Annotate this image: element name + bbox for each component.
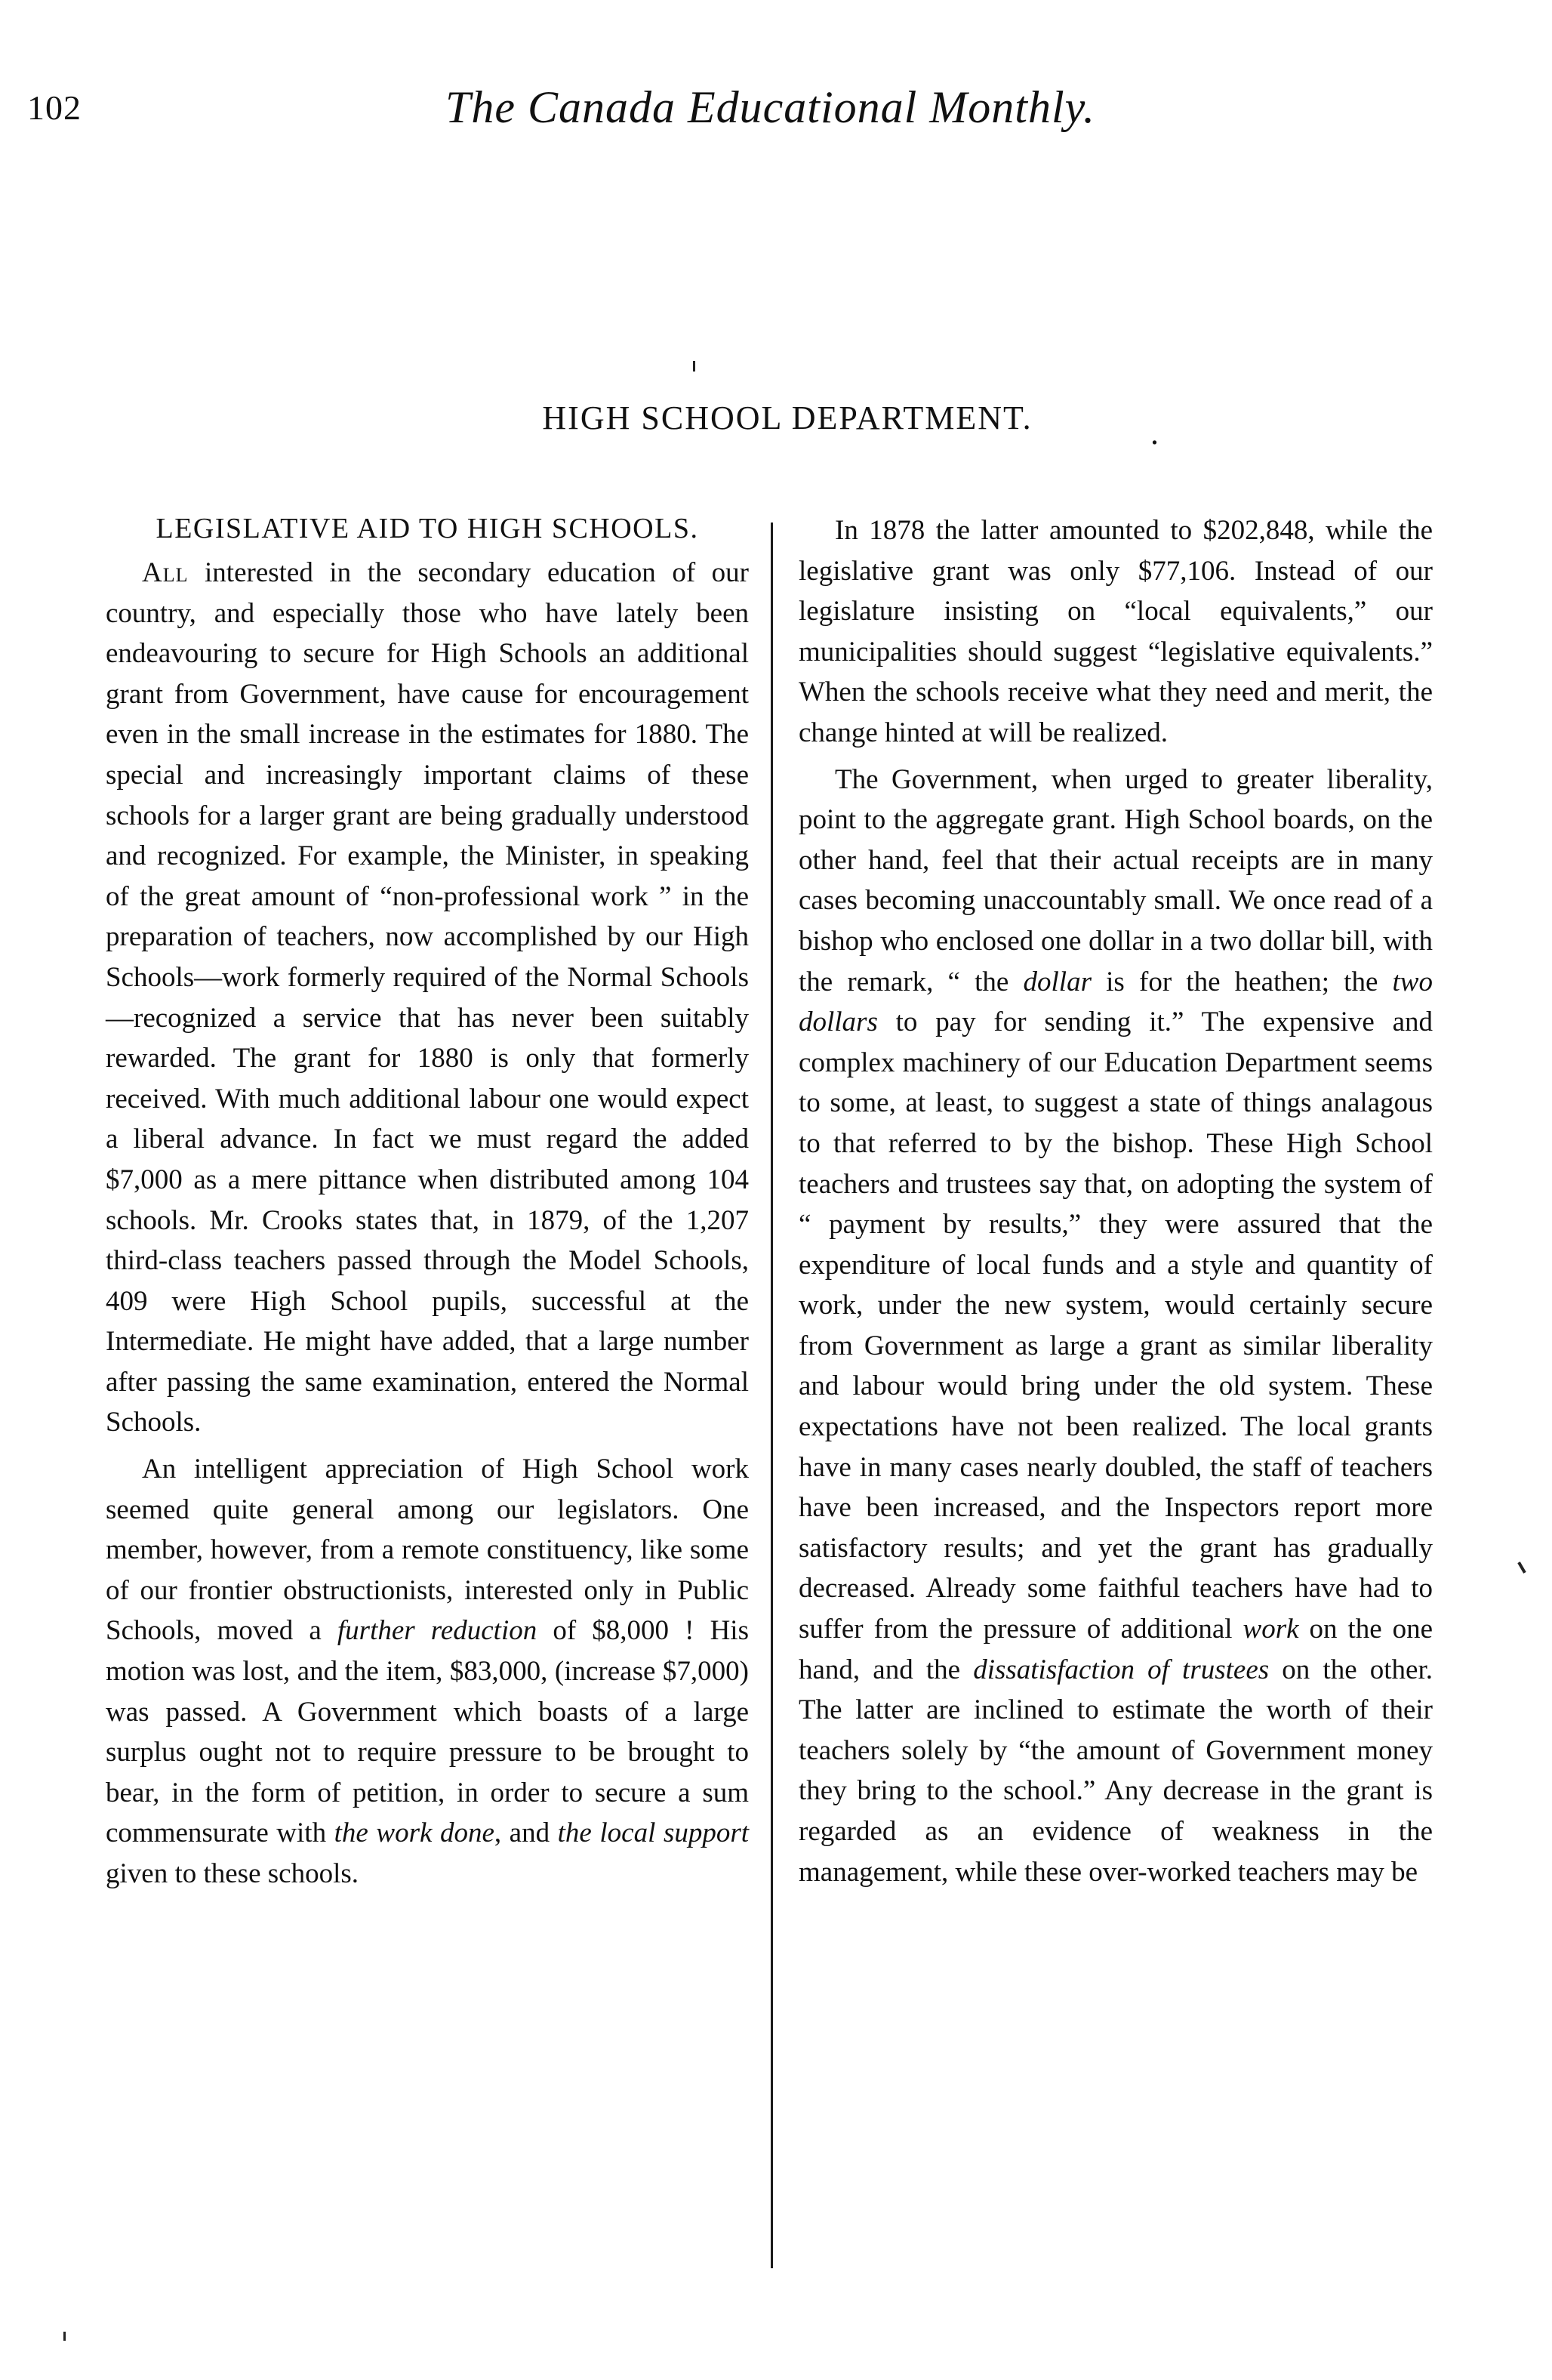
- emphasis: two dollars: [799, 966, 1433, 1038]
- emphasis: the work done: [334, 1817, 494, 1849]
- section-title: HIGH SCHOOL DEPARTMENT.: [542, 399, 1033, 436]
- print-speck: [693, 361, 695, 371]
- opening-word: All: [142, 557, 189, 588]
- right-column: [799, 510, 1433, 1892]
- journal-title: The Canada Educational Monthly.: [445, 82, 1095, 132]
- emphasis: work: [1243, 1614, 1299, 1645]
- running-head: [0, 82, 1552, 142]
- paragraph: An intelligent appreciation of High School work seemed quite general among our legislators. One member, however, from a remote constituency, like some of our frontier obstructionists, interested only in Public Schools, moved a further reduction of $8,000 ! His motion was lost, and the item, $83,000, (increase $7,000) was passed. A Government which boasts of a large surplus ought not to require pressure to be brought to bear, in the form of petition, in order to secure a sum commensurate with the work done, and the local support given to these schools.: [106, 1454, 750, 1889]
- emphasis: the local support: [557, 1817, 750, 1849]
- print-speck: [63, 2332, 66, 2341]
- stray-mark: .: [1150, 415, 1159, 452]
- article-title: LEGISLATIVE AID TO HIGH SCHOOLS.: [156, 513, 699, 544]
- emphasis: dollar: [1023, 966, 1092, 997]
- emphasis: dissatisfaction of trustees: [973, 1654, 1270, 1685]
- paragraph: In 1878 the latter amounted to $202,848, while the legislative grant was only $77,106. Instead of our legislature insisting on “local equivalents,” our municipalities should suggest “legislative equivalents.” When the schools receive what they need and merit, the change hinted at will be realized.: [799, 515, 1433, 748]
- emphasis: further reduction: [337, 1615, 537, 1647]
- paragraph: All interested in the secondary education of our country, and especially those who have lately been endeavouring to secure for High Schools an additional grant from Government, have cause for encouragement even in the small increase in the estimates for 1880. The special and increasingly important claims of these schools for a larger grant are being gradually understood and recognized. For example, the Minister, in speaking of the great amount of “non-professional work ” in the preparation of teachers, now accomplished by our High Schools—work formerly required of the Normal Schools—recognized a service that has never been suitably rewarded. The grant for 1880 is only that formerly received. With much additional labour one would expect a liberal advance. In fact we must regard the added $7,000 as a mere pittance when distributed among 104 schools. Mr. Crooks states that, in 1879, of the 1,207 third-class teachers passed through the Model Schools, 409 were High School pupils, successful at the Intermediate. He might have added, that a large number after passing the same examination, entered the Normal Schools.: [106, 557, 749, 1438]
- column-divider: [771, 523, 773, 2268]
- page-number: 102: [27, 88, 82, 127]
- paragraph: The Government, when urged to greater liberality, point to the aggregate grant. High School boards, on the other hand, feel that their actual receipts are in many cases becoming unaccountably small. We once read of a bishop who enclosed one dollar in a two dollar bill, with the remark, “ the dollar is for the heathen; the two dollars to pay for sending it.” The expensive and complex machinery of our Education Department seems to some, at least, to suggest a state of things analagous to that referred to by the bishop. These High School teachers and trustees say that, on adopting the system of “ payment by results,” they were assured that the expenditure of local funds and a style and quantity of work, under the new system, would certainly secure from Government as large a grant as similar liberality and labour would bring under the old system. These expectations have not been realized. The local grants have in many cases nearly doubled, the staff of teachers have been increased, and the Inspectors report more satisfactory results; and yet the grant has gradually decreased. Already some faithful teachers have had to suffer from the pressure of additional work on the one hand, and the dissatisfaction of trustees on the other. The latter are inclined to estimate the worth of their teachers solely by “the amount of Government money they bring to the school.” Any decrease in the grant is regarded as an evidence of weakness in the management, while these over-worked teachers may be: [799, 763, 1433, 1888]
- left-column: [106, 510, 749, 1894]
- print-speck: [1517, 1561, 1526, 1574]
